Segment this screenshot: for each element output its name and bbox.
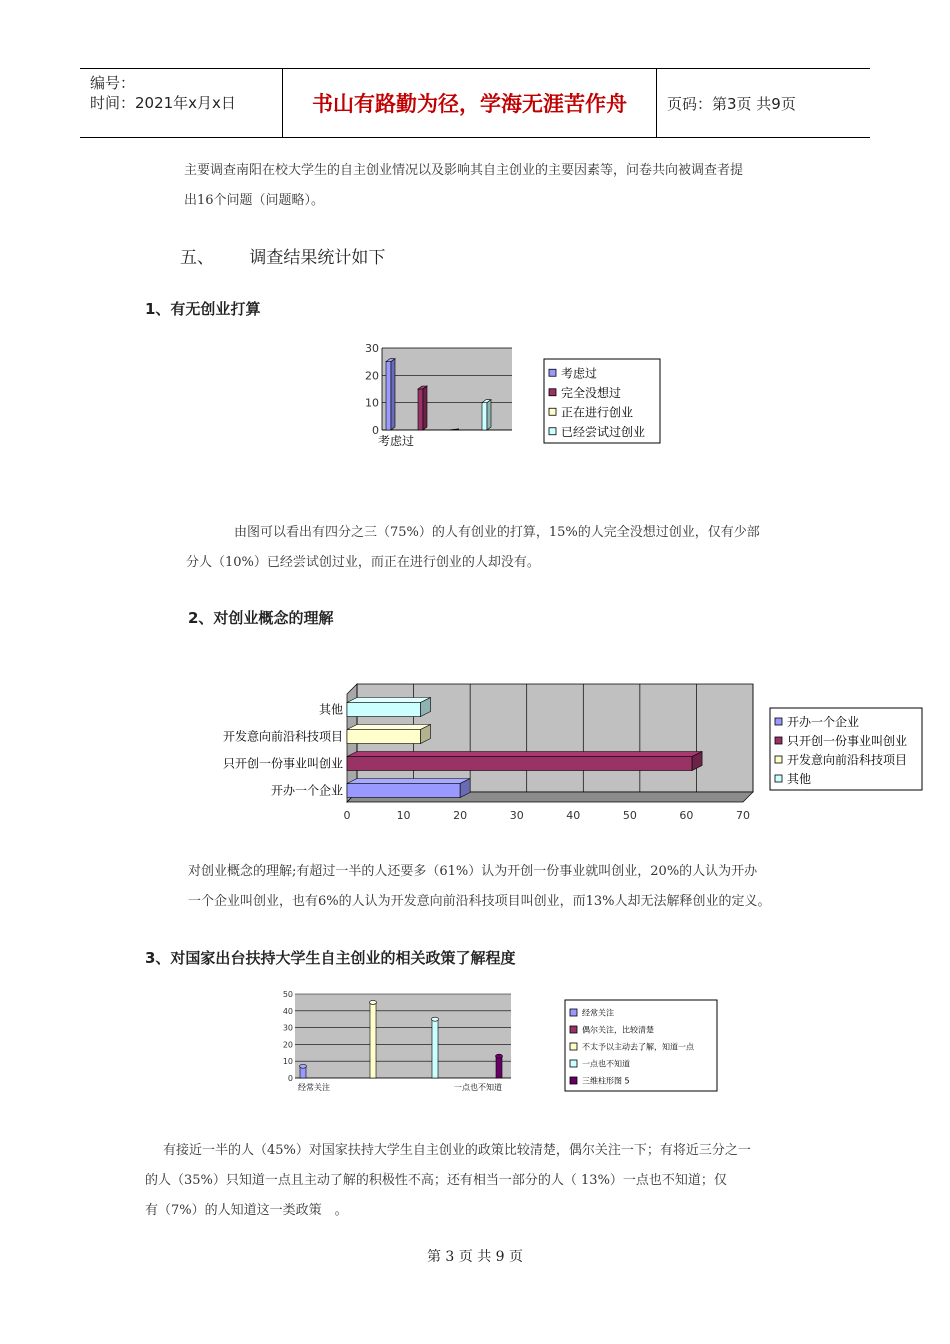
chart3-bar-cap — [300, 1064, 307, 1068]
chart3-ytick-label: 30 — [282, 1023, 293, 1033]
chart3-legend-label: 经常关注 — [582, 1008, 614, 1018]
chart2-category-label: 其他 — [318, 702, 343, 717]
chart-policy-awareness — [270, 985, 730, 1095]
chart3-bar — [370, 1002, 376, 1078]
section-heading — [180, 243, 385, 268]
chart3-legend-swatch — [570, 1043, 577, 1050]
chart-creation-intent — [340, 335, 670, 455]
chart2-category-label: 开发意向前沿科技项目 — [222, 729, 343, 744]
chart3-legend-label: 偶尔关注，比较清楚 — [582, 1025, 654, 1035]
chart1-ytick-label: 30 — [365, 342, 379, 355]
chart2-legend-label: 其他 — [787, 772, 812, 787]
header-left-cell — [80, 69, 282, 137]
header-motto: 书山有路勤为径，学海无涯苦作舟 — [282, 69, 657, 137]
q2-line-1: 对创业概念的理解;有超过一半的人还要多（61%）认为开创一份事业就叫创业，20%的人认为开办 — [188, 864, 758, 879]
chart3-bar — [496, 1056, 502, 1078]
q3-paragraph — [145, 1136, 751, 1226]
chart1-legend-swatch — [549, 389, 556, 396]
chart3-ytick-label: 40 — [282, 1006, 293, 1016]
q3-line-1: 有接近一半的人（45%）对国家扶持大学生自主创业的政策比较清楚，偶尔关注一下；有将近三分之一 — [163, 1143, 751, 1158]
chart1-bar-side — [391, 359, 395, 430]
section-number: 五、 — [180, 248, 214, 268]
chart1-ytick-label: 10 — [365, 396, 379, 410]
chart2-bar — [347, 703, 421, 717]
chart2-xtick-label: 70 — [736, 809, 750, 820]
intro-line-1: 主要调查南阳在校大学生的自主创业情况以及影响其自主创业的主要因素等，问卷共向被调查者提 — [184, 163, 744, 178]
chart2-bar-top — [347, 698, 431, 703]
chart2-legend-swatch — [775, 756, 782, 763]
chart-concept-understanding — [200, 670, 930, 820]
doc-date-label: 时间：2021年x月x日 — [90, 94, 236, 112]
chart1-legend-label: 正在进行创业 — [561, 405, 634, 420]
q1-heading: 1、有无创业打算 — [145, 300, 261, 318]
q2-line-2: 一个企业叫创业，也有6%的人认为开发意向前沿科技项目叫创业，而13%人却无法解释创业的定义。 — [188, 894, 771, 909]
chart2-bar — [347, 730, 421, 744]
chart1-bar-side — [487, 400, 491, 430]
chart3-xtick-label: 一点也不知道 — [454, 1083, 502, 1092]
chart1-bar — [418, 389, 423, 430]
chart1-legend-swatch — [549, 369, 556, 376]
chart2-bar-top — [347, 779, 470, 784]
chart3-legend-swatch — [570, 1026, 577, 1033]
chart3-bar-cap — [370, 1000, 377, 1004]
q2-heading: 2、对创业概念的理解 — [188, 609, 334, 627]
q1-paragraph — [186, 518, 760, 578]
chart3-legend-swatch — [570, 1077, 577, 1084]
q1-line-1: 由图可以看出有四分之三（75%）的人有创业的打算，15%的人完全没想过创业，仅有少部 — [234, 525, 760, 540]
chart2-xtick-label: 60 — [679, 809, 694, 820]
chart3-bar-cap — [432, 1017, 439, 1021]
chart2-bar-top — [347, 725, 431, 730]
doc-number-label: 编号： — [90, 74, 136, 92]
chart3-ytick-label: 10 — [282, 1057, 293, 1067]
chart1-bar-side — [423, 386, 427, 430]
page-header — [80, 68, 870, 138]
chart1-category-label: 考虑过 — [378, 434, 415, 448]
chart3-ytick-label: 0 — [287, 1074, 293, 1083]
chart2-legend-label: 只开创一份事业叫创业 — [787, 734, 908, 749]
chart1-legend-label: 完全没想过 — [561, 385, 622, 400]
chart2-bar — [347, 757, 692, 771]
chart2-bar — [347, 784, 460, 798]
chart3-legend-label: 一点也不知道 — [582, 1059, 630, 1069]
page-footer: 第 3 页 共 9 页 — [426, 1249, 524, 1265]
q1-line-2: 分人（10%）已经尝试创过业，而正在进行创业的人却没有。 — [186, 555, 540, 570]
chart2-legend-swatch — [775, 737, 782, 744]
chart2-xtick-label: 10 — [396, 809, 411, 820]
q3-heading: 3、对国家出台扶持大学生自主创业的相关政策了解程度 — [145, 949, 516, 967]
chart1-bar — [482, 403, 487, 430]
chart2-xtick-label: 40 — [566, 809, 581, 820]
intro-paragraph — [184, 156, 743, 216]
q3-line-3: 有（7%）的人知道这一类政策 。 — [145, 1203, 348, 1218]
chart3-bar-cap — [496, 1054, 503, 1058]
chart2-category-label: 只开创一份事业叫创业 — [222, 756, 343, 771]
header-page-label: 页码：第3页 共9页 — [667, 94, 796, 113]
chart3-legend-label: 三维柱形图 5 — [582, 1076, 630, 1086]
chart1-bar — [386, 362, 391, 430]
chart2-xtick-label: 50 — [622, 809, 637, 820]
chart1-plot-area — [382, 348, 512, 430]
chart3-legend-swatch — [570, 1060, 577, 1067]
chart3-ytick-label: 20 — [282, 1040, 293, 1050]
section-title: 调查结果统计如下 — [249, 248, 386, 268]
intro-line-2: 出16个问题（问题略）。 — [184, 193, 325, 208]
chart2-xtick-label: 30 — [509, 809, 524, 820]
chart1-ytick-label: 0 — [372, 424, 379, 437]
chart2-xtick-label: 0 — [343, 809, 351, 820]
chart3-ytick-label: 50 — [282, 990, 293, 999]
chart3-bar — [432, 1019, 438, 1078]
chart1-legend-swatch — [549, 408, 556, 415]
chart1-legend-swatch — [549, 428, 556, 435]
chart1-legend-label: 已经尝试过创业 — [561, 424, 646, 439]
chart2-xtick-label: 20 — [453, 809, 468, 820]
chart2-legend-label: 开办一个企业 — [787, 715, 860, 730]
chart3-legend-swatch — [570, 1009, 577, 1016]
chart2-category-label: 开办一个企业 — [270, 783, 343, 798]
chart2-legend-label: 开发意向前沿科技项目 — [787, 753, 908, 768]
chart3-xtick-label: 经常关注 — [298, 1083, 330, 1092]
chart3-legend-label: 不太予以主动去了解，知道一点 — [582, 1042, 694, 1052]
chart2-legend-swatch — [775, 718, 782, 725]
chart3-plot-area — [295, 994, 511, 1078]
chart1-legend-label: 考虑过 — [561, 366, 598, 381]
chart1-ytick-label: 20 — [365, 369, 379, 383]
chart2-bar-top — [347, 752, 702, 757]
q2-paragraph — [188, 857, 771, 917]
chart2-legend-swatch — [775, 775, 782, 782]
q3-line-2: 的人（35%）只知道一点且主动了解的积极性不高；还有相当一部分的人（ 13%）一点也不知道；仅 — [145, 1173, 727, 1188]
